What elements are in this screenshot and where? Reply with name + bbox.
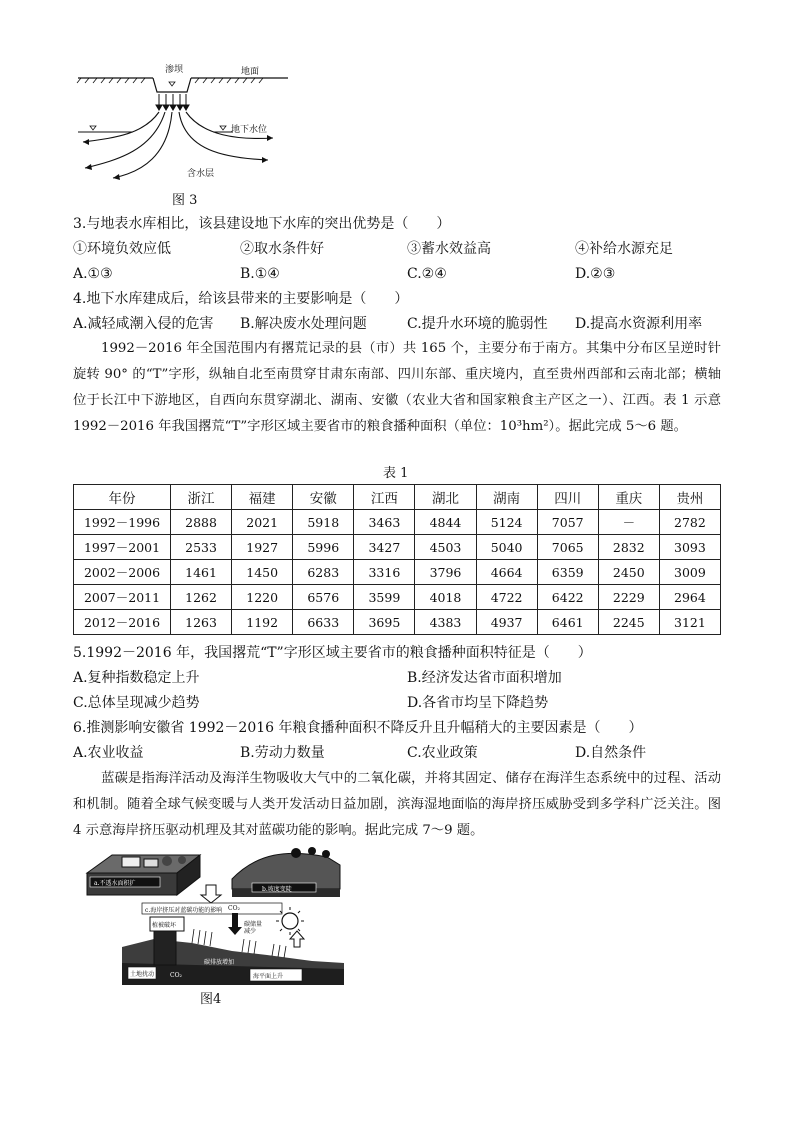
- label-sediment: 碳排放增加: [204, 959, 235, 966]
- q5-option-c[interactable]: C.总体呈现减少趋势: [73, 695, 200, 711]
- table-cell: 1220: [232, 585, 293, 610]
- header-hubei: 湖北: [415, 485, 476, 510]
- q5-option-d[interactable]: D.各省市均呈下降趋势: [407, 695, 549, 711]
- label-c: c.海岸挤压对蓝碳功能的影响: [145, 907, 223, 914]
- q3-item-3: ③蓄水效益高: [407, 241, 491, 257]
- table-cell: 3695: [354, 610, 415, 635]
- table-cell: 2888: [171, 510, 232, 535]
- q3-item-1: ①环境负效应低: [73, 241, 171, 257]
- table-cell: 4503: [415, 535, 476, 560]
- table-cell: 7065: [537, 535, 598, 560]
- q6-option-c[interactable]: C.农业政策: [407, 745, 478, 761]
- label-a: a.不透水面积扩: [94, 880, 136, 887]
- q5-option-b[interactable]: B.经济发达省市面积增加: [407, 670, 562, 686]
- table-cell: 6422: [537, 585, 598, 610]
- table-cell: 3009: [659, 560, 720, 585]
- table-cell: 6461: [537, 610, 598, 635]
- table-cell: 3463: [354, 510, 415, 535]
- figure-4-caption: 图4: [200, 992, 222, 1007]
- header-hunan: 湖南: [476, 485, 537, 510]
- table-cell: 1997－2001: [74, 535, 171, 560]
- q3-option-a[interactable]: A.①③: [73, 266, 113, 282]
- table-cell: 2002－2006: [74, 560, 171, 585]
- table-row: [74, 560, 721, 585]
- table-cell: 5040: [476, 535, 537, 560]
- q4-option-a[interactable]: A.减轻咸潮入侵的危害: [73, 316, 214, 332]
- table-cell: 4722: [476, 585, 537, 610]
- table-cell: 1450: [232, 560, 293, 585]
- q4-option-b[interactable]: B.解决废水处理问题: [240, 316, 367, 332]
- table-cell: 4844: [415, 510, 476, 535]
- table-cell: 4937: [476, 610, 537, 635]
- table-cell: 2021: [232, 510, 293, 535]
- label-land: 土地扰动: [130, 971, 155, 978]
- header-sichuan: 四川: [537, 485, 598, 510]
- table-row: [74, 535, 721, 560]
- table-cell: 1262: [171, 585, 232, 610]
- table-cell: 2964: [659, 585, 720, 610]
- table-row: [74, 585, 721, 610]
- label-b: b.坡度变陡: [262, 886, 292, 893]
- question-3-stem: 3.与地表水库相比，该县建设地下水库的突出优势是（ ）: [73, 216, 451, 232]
- table-cell: 3093: [659, 535, 720, 560]
- table-cell: 5124: [476, 510, 537, 535]
- table-cell: 2229: [598, 585, 659, 610]
- table-cell: 6576: [293, 585, 354, 610]
- question-6-stem: 6.推测影响安徽省 1992－2016 年粮食播种面积不降反升且升幅稍大的主要因素是（ ）: [73, 720, 643, 736]
- q4-option-c[interactable]: C.提升水环境的脆弱性: [407, 316, 548, 332]
- q3-option-c[interactable]: C.②④: [407, 266, 447, 282]
- label-co2-bottom: CO₂: [170, 972, 182, 979]
- label-aquifer: 含水层: [187, 169, 215, 179]
- table-cell: 1192: [232, 610, 293, 635]
- table-cell: 1263: [171, 610, 232, 635]
- table-cell: 3796: [415, 560, 476, 585]
- q6-option-d[interactable]: D.自然条件: [575, 745, 647, 761]
- table-cell: 2832: [598, 535, 659, 560]
- table-cell: －: [598, 510, 659, 535]
- passage-1: [73, 336, 721, 440]
- q3-option-d[interactable]: D.②③: [575, 266, 616, 282]
- figure-3: [73, 60, 293, 190]
- table-cell: 2782: [659, 510, 720, 535]
- question-4-stem: 4.地下水库建成后，给该县带来的主要影响是（ ）: [73, 291, 409, 307]
- table-cell: 2533: [171, 535, 232, 560]
- table-header-row: [74, 485, 721, 510]
- q3-option-b[interactable]: B.①④: [240, 266, 280, 282]
- table-cell: 5918: [293, 510, 354, 535]
- q3-item-2: ②取水条件好: [240, 241, 324, 257]
- header-anhui: 安徽: [293, 485, 354, 510]
- figure-3-caption: 图 3: [172, 193, 198, 208]
- table-cell: 1927: [232, 535, 293, 560]
- table-cell: 4383: [415, 610, 476, 635]
- label-ground: 地面: [241, 67, 260, 77]
- header-fujian: 福建: [232, 485, 293, 510]
- passage-2: [73, 766, 721, 844]
- table-cell: 6359: [537, 560, 598, 585]
- label-seepage: 渗坝: [165, 65, 184, 75]
- table-cell: 3427: [354, 535, 415, 560]
- passage-1-text: 1992－2016 年全国范围内有撂荒记录的县（市）共 165 个，主要分布于南方。其集中分布区呈逆时针旋转 90° 的“T”字形，纵轴自北至南贯穿甘肃东南部、四川东部、重庆境内，直至贵州西部和云南北部；横轴位于长江中下游地区，自西向东贯穿湖北、湖南、安徽（农业大省和国家粮食主产区之一）、江西。表 1 示意 1992－2016 年我国撂荒“T”字形区域主要省市的粮食播种面积（单位：10³hm²）。据此完成 5～6 题。: [73, 341, 721, 434]
- table-cell: 3316: [354, 560, 415, 585]
- header-guizhou: 贵州: [659, 485, 720, 510]
- table-cell: 3121: [659, 610, 720, 635]
- table-row: [74, 610, 721, 635]
- passage-2-text: 蓝碳是指海洋活动及海洋生物吸收大气中的二氧化碳，并将其固定、储存在海洋生态系统中的过程、活动和机制。随着全球气候变暖与人类开发活动日益加剧，滨海湿地面临的海岸挤压威胁受到多学科广泛关注。图 4 示意海岸挤压驱动机理及其对蓝碳功能的影响。据此完成 7～9 题。: [73, 771, 721, 838]
- label-carbon-reduce: 碳储量减少: [244, 921, 263, 935]
- q5-option-a[interactable]: A.复种指数稳定上升: [73, 670, 200, 686]
- label-sea: 海平面上升: [253, 973, 284, 980]
- table-cell: 4664: [476, 560, 537, 585]
- header-year: 年份: [74, 485, 171, 510]
- table-cell: 4018: [415, 585, 476, 610]
- table-cell: 1992－1996: [74, 510, 171, 535]
- table-cell: 2012－2016: [74, 610, 171, 635]
- table-cell: 3599: [354, 585, 415, 610]
- table-cell: 6283: [293, 560, 354, 585]
- question-5-stem: 5.1992－2016 年，我国撂荒“T”字形区域主要省市的粮食播种面积特征是（ ）: [73, 645, 592, 661]
- q4-option-d[interactable]: D.提高水资源利用率: [575, 316, 703, 332]
- table-cell: 1461: [171, 560, 232, 585]
- q6-option-b[interactable]: B.劳动力数量: [240, 745, 325, 761]
- table-cell: 7057: [537, 510, 598, 535]
- table-cell: 6633: [293, 610, 354, 635]
- table-cell: 2245: [598, 610, 659, 635]
- label-co2: CO₂: [228, 905, 240, 912]
- q6-option-a[interactable]: A.农业收益: [73, 745, 144, 761]
- figure-4: [82, 843, 348, 985]
- table-1-caption: 表 1: [383, 466, 409, 481]
- q3-item-4: ④补给水源充足: [575, 241, 673, 257]
- label-veg-loss: 植被破坏: [152, 922, 177, 929]
- header-chongqing: 重庆: [598, 485, 659, 510]
- table-1: [73, 484, 721, 635]
- header-jiangxi: 江西: [354, 485, 415, 510]
- label-water-table: 地下水位: [231, 125, 268, 135]
- header-zhejiang: 浙江: [171, 485, 232, 510]
- table-cell: 5996: [293, 535, 354, 560]
- table-cell: 2450: [598, 560, 659, 585]
- table-row: [74, 510, 721, 535]
- table-cell: 2007－2011: [74, 585, 171, 610]
